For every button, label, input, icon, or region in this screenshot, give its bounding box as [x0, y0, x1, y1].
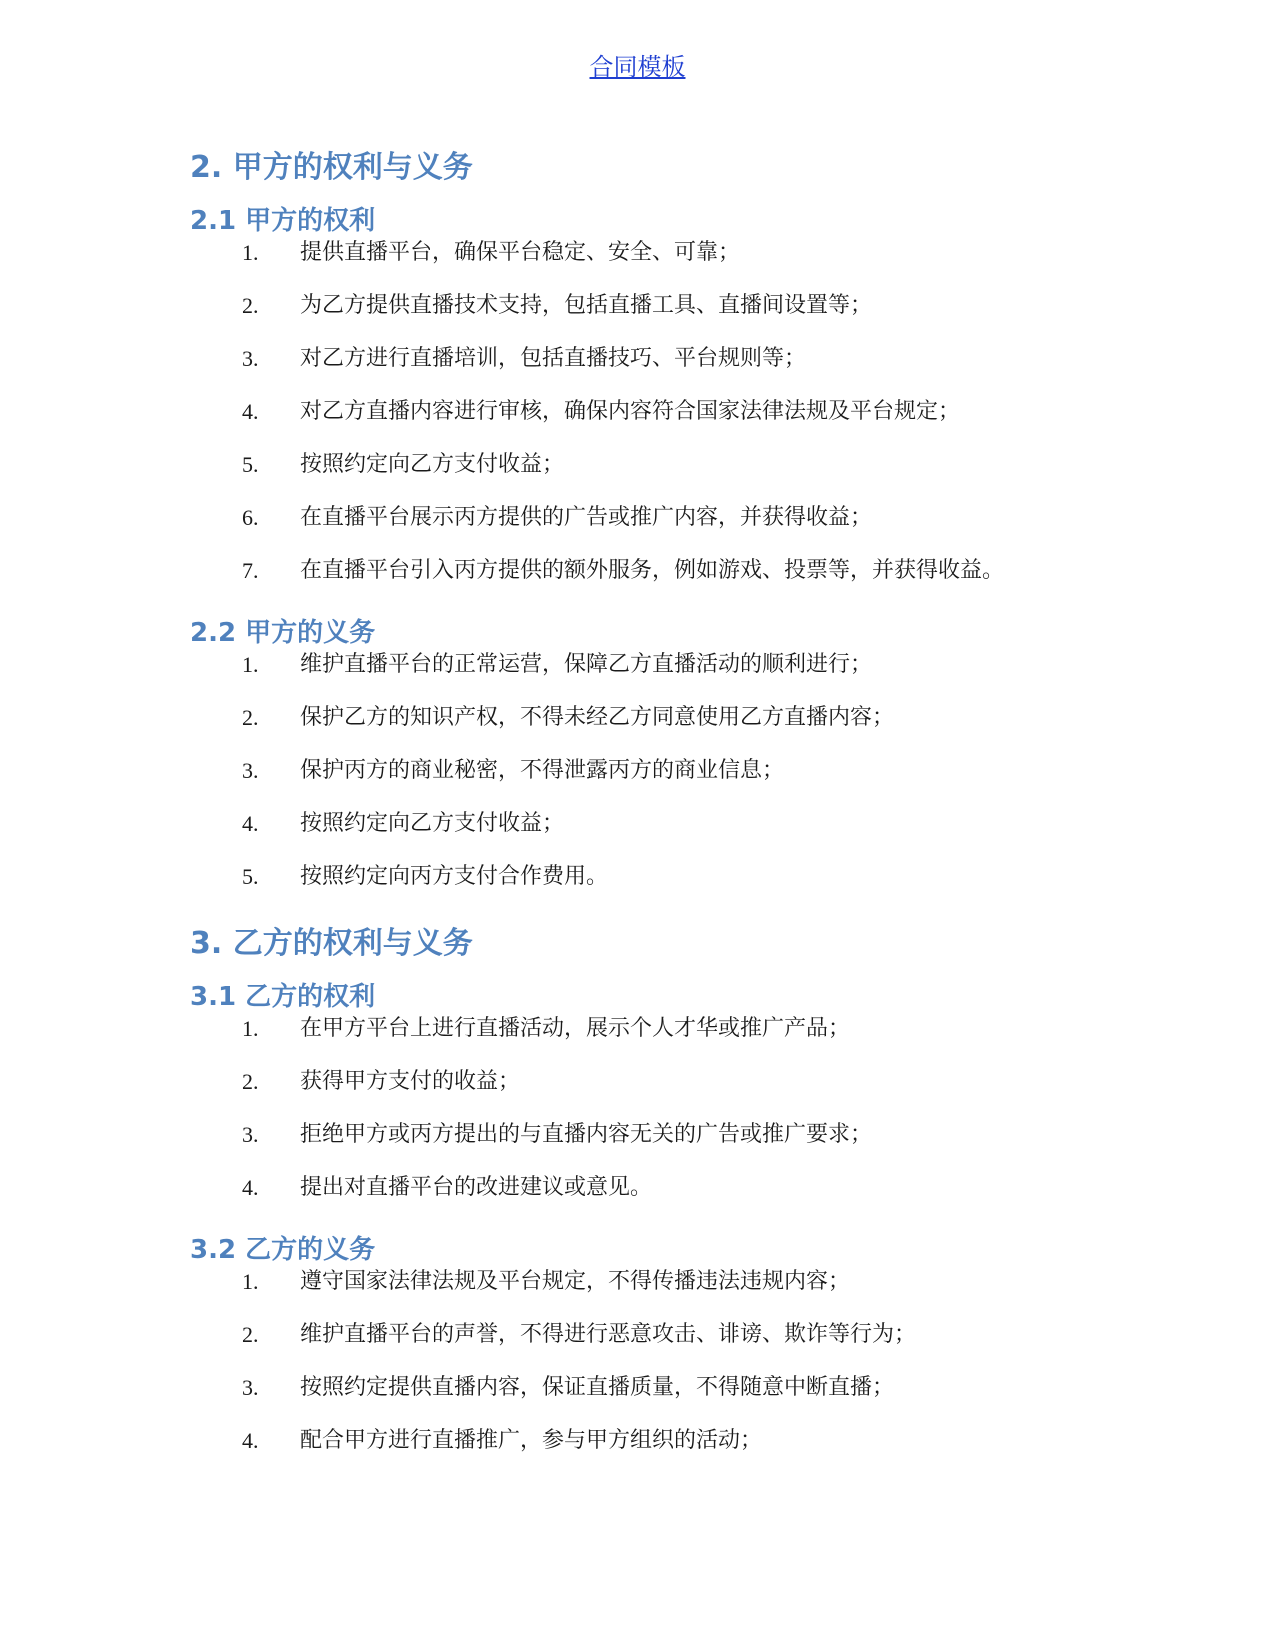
- list-item: [190, 344, 1150, 397]
- list-item: [190, 450, 1150, 503]
- list-item: [190, 503, 1150, 556]
- item-text: 按照约定向丙方支付合作费用。: [300, 864, 609, 889]
- item-text: 遵守国家法律法规及平台规定，不得传播违法违规内容；: [300, 1269, 851, 1294]
- list-item: [190, 1320, 1150, 1373]
- list-item: [190, 1014, 1150, 1067]
- item-number: 4.: [242, 1175, 259, 1200]
- item-number: 1.: [242, 240, 259, 265]
- item-text: 提供直播平台，确保平台稳定、安全、可靠；: [300, 240, 741, 265]
- subsection-heading: 2.1 甲方的权利: [190, 206, 376, 236]
- list-item: [190, 238, 1150, 291]
- item-text: 拒绝甲方或丙方提出的与直播内容无关的广告或推广要求；: [300, 1122, 873, 1147]
- subsection-heading: 2.2 甲方的义务: [190, 618, 376, 648]
- item-number: 2.: [242, 1069, 259, 1094]
- item-number: 3.: [242, 346, 259, 371]
- item-text: 在甲方平台上进行直播活动，展示个人才华或推广产品；: [300, 1016, 851, 1041]
- template-link[interactable]: 合同模板: [589, 53, 686, 81]
- item-text: 保护丙方的商业秘密，不得泄露丙方的商业信息；: [300, 758, 785, 783]
- item-text: 按照约定向乙方支付收益；: [300, 811, 565, 836]
- item-text: 在直播平台引入丙方提供的额外服务，例如游戏、投票等，并获得收益。: [300, 558, 1005, 583]
- subsection-3-2: [190, 1233, 1150, 1479]
- item-text: 配合甲方进行直播推广，参与甲方组织的活动；: [300, 1428, 763, 1453]
- item-number: 2.: [242, 705, 259, 730]
- list-item: [190, 397, 1150, 450]
- item-text: 对乙方进行直播培训，包括直播技巧、平台规则等；: [300, 346, 807, 371]
- item-number: 7.: [242, 558, 259, 583]
- subsection-heading: 3.2 乙方的义务: [190, 1235, 376, 1265]
- document-body: [190, 148, 1150, 1479]
- item-number: 1.: [242, 1016, 259, 1041]
- item-text: 维护直播平台的正常运营，保障乙方直播活动的顺利进行；: [300, 652, 873, 677]
- item-text: 对乙方直播内容进行审核，确保内容符合国家法律法规及平台规定；: [300, 399, 961, 424]
- subsection-heading: 3.1 乙方的权利: [190, 982, 376, 1012]
- list-item: [190, 650, 1150, 703]
- item-text: 为乙方提供直播技术支持，包括直播工具、直播间设置等；: [300, 293, 873, 318]
- item-number: 2.: [242, 293, 259, 318]
- item-text: 在直播平台展示丙方提供的广告或推广内容，并获得收益；: [300, 505, 873, 530]
- list-item: [190, 1373, 1150, 1426]
- section-3: [190, 924, 1150, 1479]
- list-item: [190, 1267, 1150, 1320]
- item-number: 5.: [242, 452, 259, 477]
- numbered-list: [190, 1267, 1150, 1479]
- section-2: [190, 148, 1150, 902]
- item-number: 3.: [242, 1122, 259, 1147]
- item-number: 4.: [242, 811, 259, 836]
- item-number: 4.: [242, 399, 259, 424]
- item-number: 2.: [242, 1322, 259, 1347]
- section-heading: 2. 甲方的权利与义务: [190, 150, 473, 185]
- item-number: 6.: [242, 505, 259, 530]
- item-number: 3.: [242, 1375, 259, 1400]
- item-number: 1.: [242, 1269, 259, 1294]
- item-text: 获得甲方支付的收益；: [300, 1069, 521, 1094]
- item-number: 3.: [242, 758, 259, 783]
- item-text: 维护直播平台的声誉，不得进行恶意攻击、诽谤、欺诈等行为；: [300, 1322, 917, 1347]
- list-item: [190, 291, 1150, 344]
- numbered-list: [190, 650, 1150, 902]
- list-item: [190, 862, 1150, 902]
- section-heading: 3. 乙方的权利与义务: [190, 926, 473, 961]
- subsection-2-2: [190, 616, 1150, 902]
- item-number: 5.: [242, 864, 259, 889]
- item-text: 按照约定提供直播内容，保证直播质量，不得随意中断直播；: [300, 1375, 895, 1400]
- list-item: [190, 1067, 1150, 1120]
- item-text: 保护乙方的知识产权，不得未经乙方同意使用乙方直播内容；: [300, 705, 895, 730]
- list-item: [190, 1173, 1150, 1217]
- item-text: 提出对直播平台的改进建议或意见。: [300, 1175, 653, 1200]
- list-item: [190, 703, 1150, 756]
- item-number: 1.: [242, 652, 259, 677]
- numbered-list: [190, 238, 1150, 600]
- list-item: [190, 756, 1150, 809]
- item-number: 4.: [242, 1428, 259, 1453]
- list-item: [190, 1426, 1150, 1479]
- list-item: [190, 1120, 1150, 1173]
- list-item: [190, 556, 1150, 600]
- subsection-2-1: [190, 204, 1150, 600]
- numbered-list: [190, 1014, 1150, 1217]
- subsection-3-1: [190, 980, 1150, 1217]
- list-item: [190, 809, 1150, 862]
- item-text: 按照约定向乙方支付收益；: [300, 452, 565, 477]
